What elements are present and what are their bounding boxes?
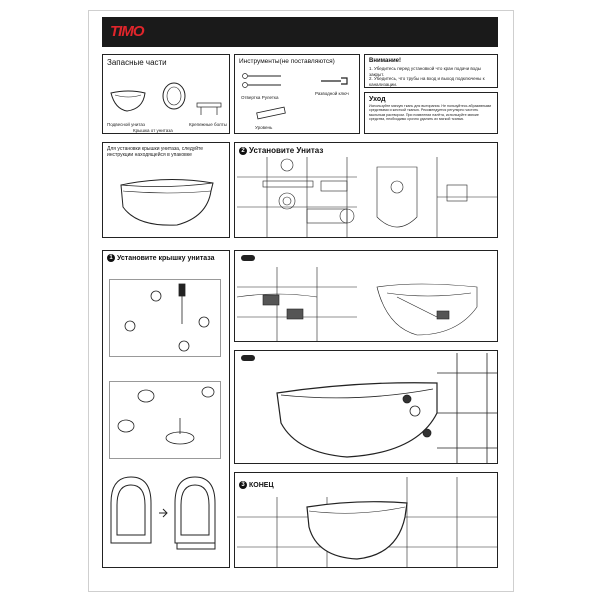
step1-diagram-b — [109, 381, 221, 459]
step2-title — [239, 146, 323, 155]
toilet-icon — [109, 87, 149, 117]
step1-diagram-a — [109, 279, 221, 357]
step3-panel — [234, 472, 498, 568]
pipe-connection-illustration — [237, 257, 497, 341]
wrench-icon — [319, 75, 349, 87]
step2-label: Установите Унитаз — [249, 146, 324, 155]
step1-number: 1 — [107, 254, 115, 262]
header-bar — [102, 17, 498, 47]
seat-icon — [161, 81, 187, 111]
step2-number: 2 — [239, 147, 247, 155]
tools-panel — [234, 54, 360, 134]
step3-number: 3 — [239, 481, 247, 489]
step1-label: Установите крышку унитаза — [117, 254, 215, 262]
step2-panel — [234, 142, 498, 238]
bolts-icon — [195, 99, 225, 119]
level-icon — [255, 107, 289, 121]
spare-parts-panel — [102, 54, 230, 134]
warning-panel — [364, 54, 498, 88]
warning-title: Внимание! — [369, 58, 401, 64]
step2c-panel — [234, 350, 498, 464]
step2-wall-illustration — [237, 157, 497, 237]
level-label: Уровень — [255, 125, 273, 130]
step3-label: КОНЕЦ — [249, 481, 274, 489]
toilet-side-illustration — [117, 171, 217, 231]
seat-note-text: Для установки крышки унитаза, следуйте инструкции находящейся в упаковке — [107, 146, 204, 158]
step2b-panel — [234, 250, 498, 342]
seat-label: Крышка от унитаза — [133, 128, 173, 133]
installed-toilet-illustration — [237, 477, 497, 567]
screwdriver-label: Отвертка Рулетка — [241, 95, 279, 100]
step1-panel — [102, 250, 230, 568]
care-title: Уход — [369, 96, 386, 103]
seat-top-view-illustration — [105, 473, 225, 563]
spare-parts-title: Запасные части — [107, 58, 167, 67]
warning-line-1: 1. Убедитесь перед установкой что кран подачи воды закрыт. — [369, 66, 481, 77]
step1-title — [107, 254, 215, 262]
seat-note-panel — [102, 142, 230, 238]
screwdriver-icon — [241, 71, 291, 91]
care-panel — [364, 92, 498, 134]
wrench-label: Разводной ключ — [315, 91, 349, 96]
care-text: Используйте мягкую ткань для вытирания. Не пользуйтесь абразивными средствами и жесткой тканью. Рекомендуется регулярно чистить мыльным раствором. При появлении налёта, используйте мягкие средства, необходимо срочно удалить их мягкой тканью. — [369, 104, 492, 122]
seat-hinge-parts-a — [110, 280, 220, 356]
seat-hinge-parts-b — [110, 382, 220, 458]
toilet-label: Подвесной унитаз — [107, 122, 145, 127]
brand-logo: TIMO — [110, 23, 144, 40]
warning-line-2: 2. Убедитесь, что трубы на вход и выход подключены к канализации. — [369, 76, 485, 87]
toilet-mount-illustration — [237, 353, 497, 463]
bolts-label: Крепежные болты — [189, 122, 227, 127]
tools-title: Инструменты(не поставляются) — [239, 58, 335, 65]
